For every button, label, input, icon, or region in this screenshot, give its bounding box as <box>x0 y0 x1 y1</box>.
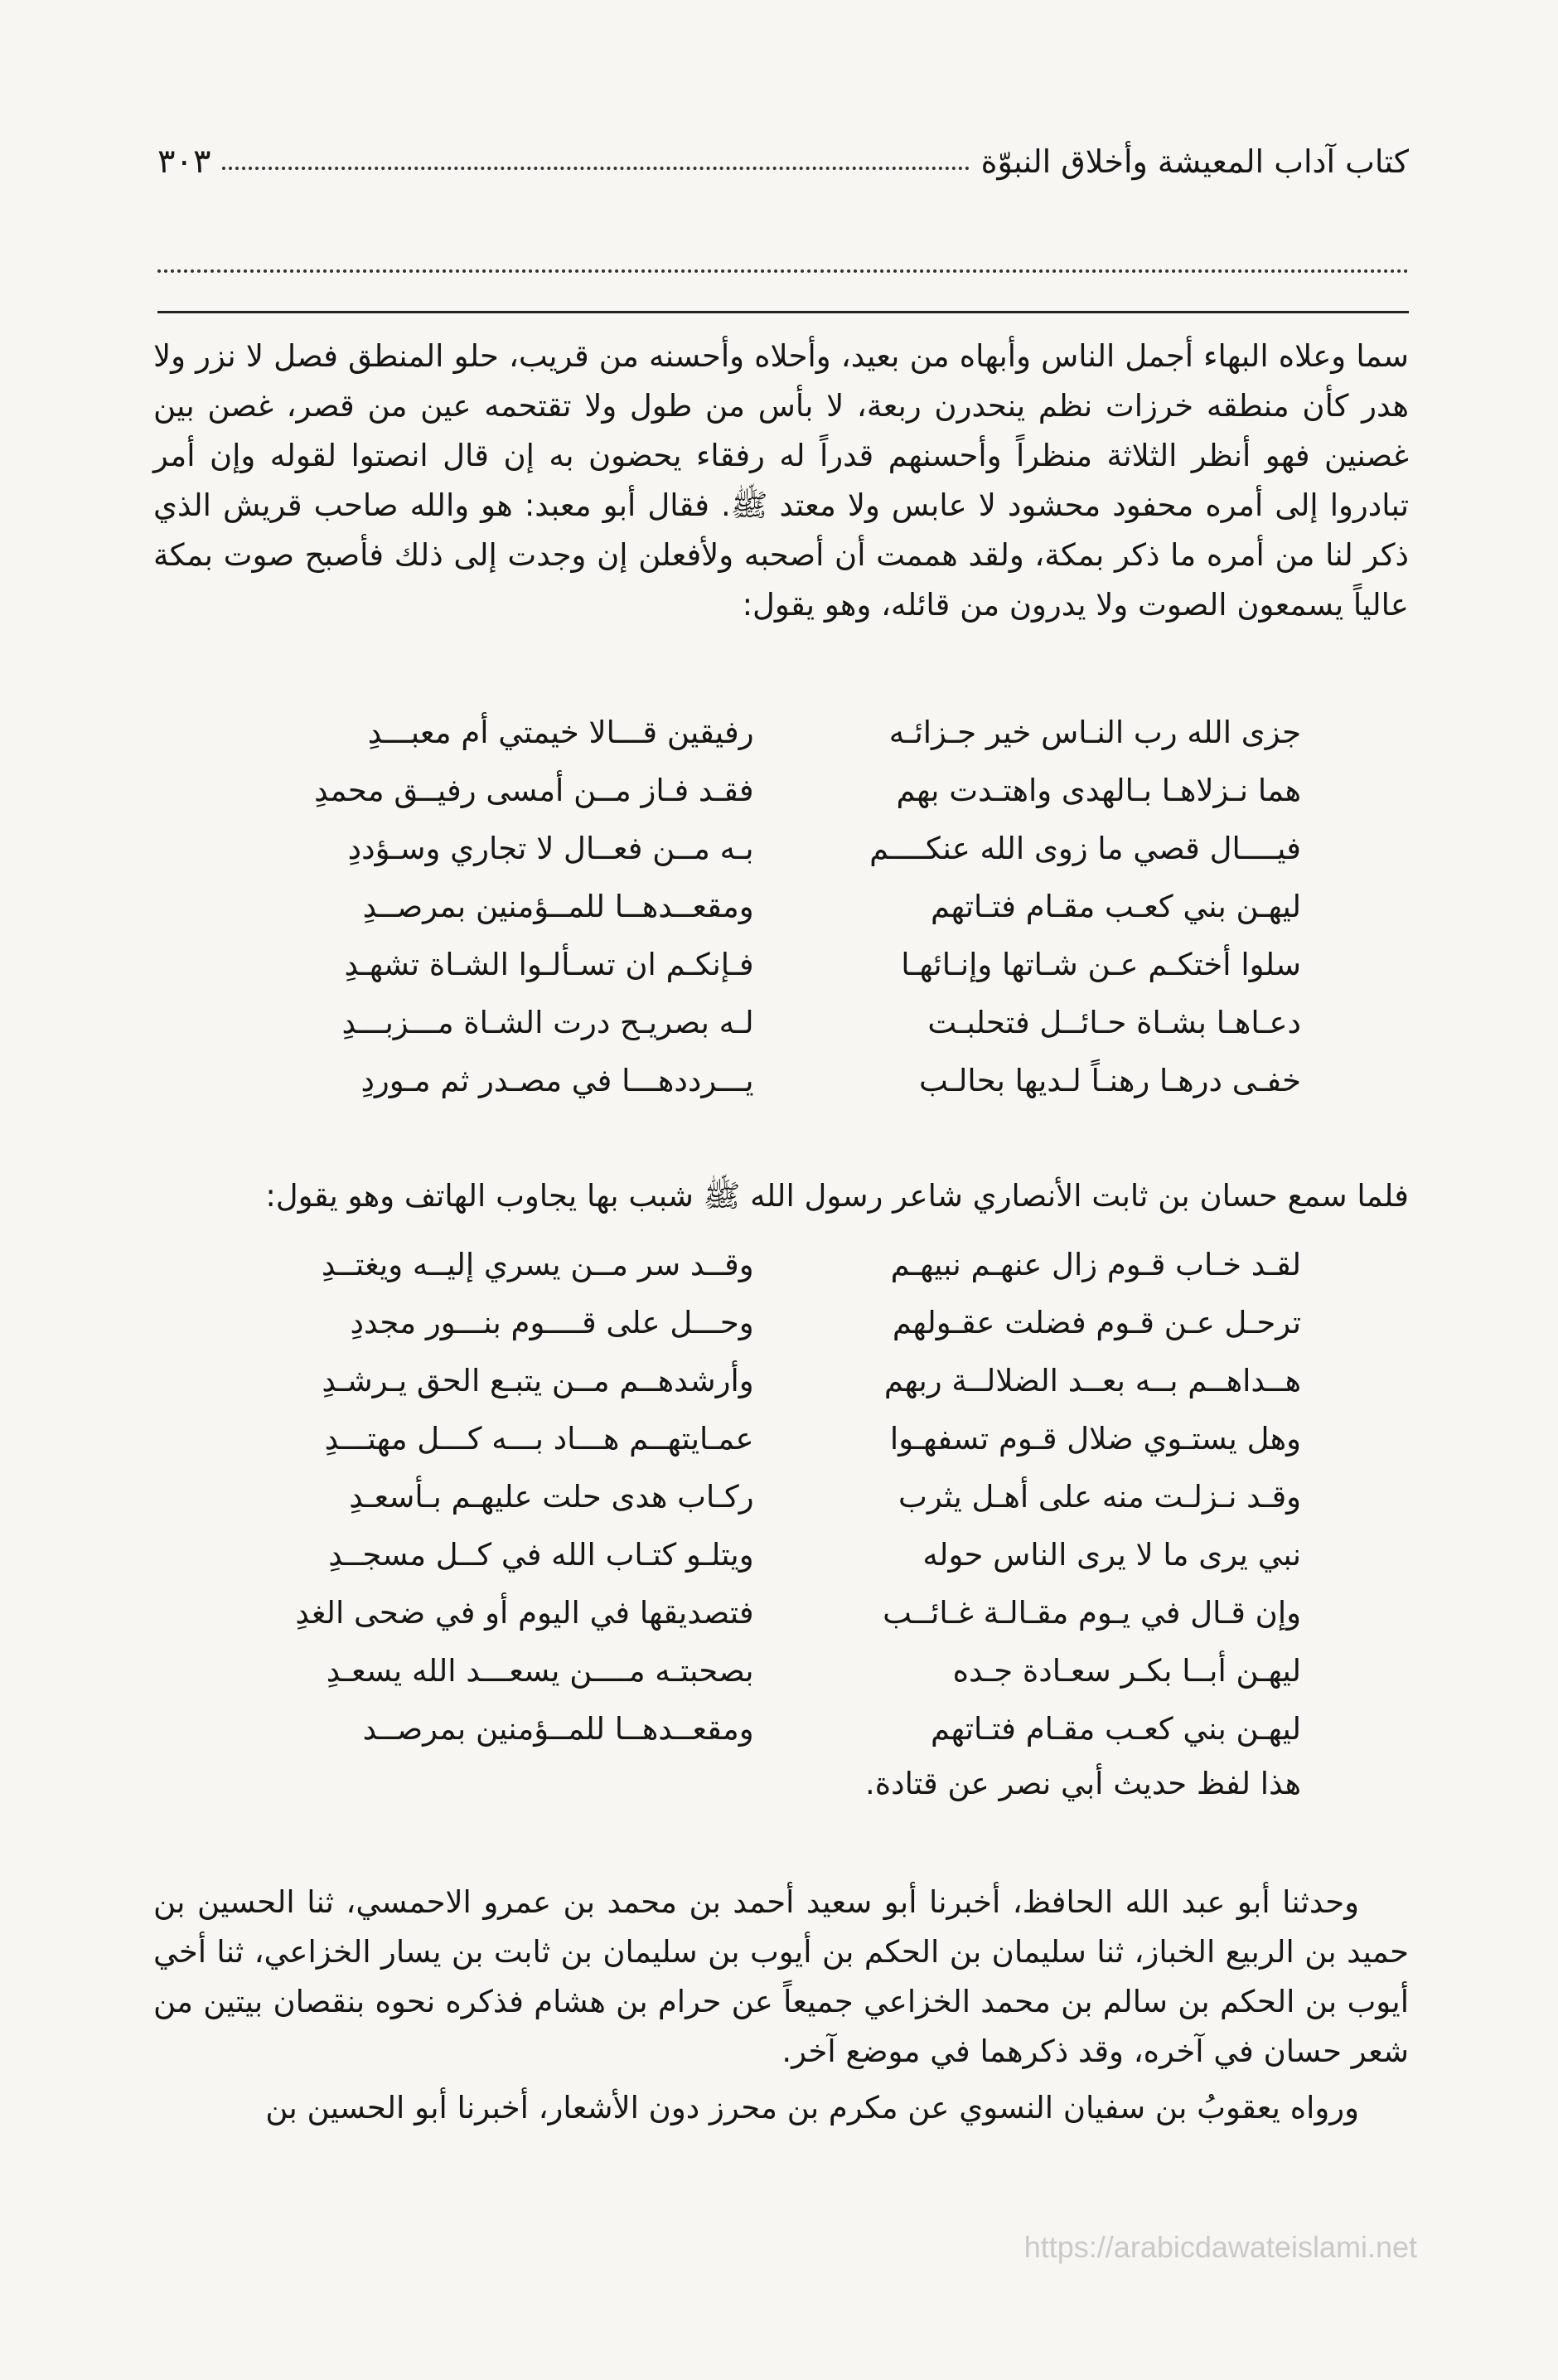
intro-paragraph <box>153 332 1409 630</box>
verse-first-hemistich: وإن قـال في يـوم مقـالـة غـائــب <box>883 1594 1301 1631</box>
verse-line <box>249 1051 1301 1109</box>
closing-paragraph: وحدثنا أبو عبد الله الحافظ، أخبرنا أبو سعيد أحمد بن محمد بن عمرو الاحمسي، ثنا الحسين بن حميد بن الربيع الخباز، ثنا سليمان بن الحكم بن أيوب بن سليمان بن ثابت بن يسار الخزاعي، ثنا أخي أيوب بن الحكم بن سالم بن محمد الخزاعي جميعاً عن حرام بن هشام فذكره نحوه بنقصان بيتين من شعر حسان في آخره، وقد ذكرهما في موضع آخر. <box>153 1884 1409 2069</box>
verse-first-hemistich: وهل يستـوي ضلال قـوم تسفهـوا <box>889 1420 1301 1457</box>
verse-second-hemistich: ويتلـو كتـاب الله في كــل مسجــدِ <box>328 1536 754 1573</box>
verse-first-hemistich: جزى الله رب النـاس خير جـزائـه <box>888 714 1301 750</box>
watermark-url: https://arabicdawateislami.net <box>1023 2230 1417 2264</box>
verse-second-hemistich: ومقعــدهــا للمــؤمنين بمرصــدِ <box>362 888 754 924</box>
verse-line <box>249 993 1301 1051</box>
verse-second-hemistich: بصحبتـه مــــن يسعـــد الله يسعـدِ <box>326 1652 754 1689</box>
verse-first-hemistich: هــداهــم بــه بعــد الضلالــة ربهم <box>883 1362 1301 1398</box>
verse-second-hemistich: يـــرددهـــا في مصـدر ثم مـوردِ <box>360 1062 754 1098</box>
page-number: ٣٠٣ <box>157 143 211 181</box>
verse-second-hemistich: ومقعــدهــا للمــؤمنين بمرصــد <box>362 1710 754 1747</box>
verse-first-hemistich: نبي يرى ما لا يرى الناس حوله <box>922 1536 1301 1573</box>
verse-second-hemistich: رفيقين قـــالا خيمتي أم معبـــدِ <box>367 714 754 750</box>
verse-line <box>249 761 1301 819</box>
verse-second-hemistich: وحـــل على قــــوم بنـــور مجددِ <box>350 1304 754 1340</box>
verse-second-hemistich: فـإنكـم ان تسـألـوا الشـاة تشهـدِ <box>344 946 754 982</box>
verse-first-hemistich: ليهـن بني كعـب مقـام فتـاتهم <box>931 888 1301 924</box>
verse-line <box>249 1467 1301 1525</box>
verse-first-hemistich: هما نـزلاهـا بـالهدى واهتـدت بهم <box>896 772 1301 808</box>
running-header <box>157 124 1409 199</box>
verse-first-hemistich: ليهـن أبــا بكـر سعـادة جـده <box>952 1652 1301 1689</box>
verse-first-hemistich: فيــــال قصي ما زوى الله عنكــــم <box>869 830 1301 866</box>
verse-line <box>249 877 1301 935</box>
verse-first-hemistich: سلوا أختكـم عـن شـاتها وإنـائهـا <box>901 946 1301 982</box>
verse-line <box>249 1235 1301 1293</box>
verse-second-hemistich: عمـايتهــم هـــاد بـــه كـــل مهتـــدِ <box>324 1420 754 1457</box>
verse-line <box>249 703 1301 761</box>
verse-second-hemistich: لـه بصريـح درت الشـاة مـــزبـــدِ <box>341 1004 754 1040</box>
verse-second-hemistich: وقــد سر مــن يسري إليــه ويغتــدِ <box>321 1246 754 1282</box>
verse-first-hemistich: دعـاهـا بشـاة حـائــل فتحلبـت <box>927 1004 1301 1040</box>
closing-paragraphs <box>153 1878 1409 2133</box>
book-title: كتاب آداب المعيشة وأخلاق النبوّة <box>980 143 1409 180</box>
verse-line <box>249 819 1301 877</box>
verse-line <box>249 935 1301 993</box>
verse-first-hemistich: خفـى درهـا رهنـاً لـديها بحالـب <box>918 1062 1301 1098</box>
verse-second-hemistich: فتصديقها في اليوم أو في ضحى الغدِ <box>295 1594 754 1631</box>
verse-line <box>249 1293 1301 1351</box>
dotted-separator <box>157 269 1409 273</box>
hassan-intro-line: فلما سمع حسان بن ثابت الأنصاري شاعر رسول الله ﷺ شبب بها يجاوب الهاتف وهو يقول: <box>265 1178 1409 1214</box>
verse-second-hemistich: فقـد فـاز مــن أمسى رفيــق محمدِ <box>314 772 754 808</box>
verse-second-hemistich: بـه مــن فعــال لا تجاري وسـؤددِ <box>347 830 754 866</box>
verse-line <box>249 1641 1301 1699</box>
verse-first-hemistich: لقـد خـاب قـوم زال عنهـم نبيهـم <box>890 1246 1301 1282</box>
verse-line <box>249 1409 1301 1467</box>
verse-second-hemistich: وأرشدهــم مــن يتبـع الحق يـرشـدِ <box>322 1362 754 1398</box>
verse-line <box>249 1583 1301 1641</box>
verse-line <box>249 1699 1301 1757</box>
verse-line <box>249 1525 1301 1583</box>
verse-first-hemistich: ترحـل عـن قـوم فضلت عقـولهم <box>892 1304 1301 1340</box>
closing-paragraph: ورواه يعقوبُ بن سفيان النسوي عن مكرم بن محرز دون الأشعار، أخبرنا أبو الحسين بن <box>265 2090 1359 2126</box>
narration-note: هذا لفظ حديث أبي نصر عن قتادة. <box>864 1766 1301 1801</box>
rule-separator <box>157 311 1409 313</box>
verse-first-hemistich: وقـد نـزلـت منه على أهـل يثرب <box>898 1478 1301 1515</box>
verse-second-hemistich: ركـاب هدى حلت عليهـم بـأسعـدِ <box>349 1478 754 1515</box>
poem-umm-mabad <box>249 703 1301 1109</box>
intro-text: سما وعلاه البهاء أجمل الناس وأبهاه من بعيد، وأحلاه وأحسنه من قريب، حلو المنطق فصل لا نزر ولا هدر كأن منطقه خرزات نظم ينحدرن ربعة، لا بأس من طول ولا تقتحمه عين من قصر، غصن بين غصنين فهو أنظر الثلاثة منظراً وأحسنهم قدراً له رفقاء يحضون به إن قال انصتوا لقوله وإن أمر تبادروا إلى أمره محفود محشود لا عابس ولا معتد ﷺ. فقال أبو معبد: هو والله صاحب قريش الذي ذكر لنا من أمره ما ذكر بمكة، ولقد هممت أن أصحبه ولأفعلن إن وجدت إلى ذلك فأصبح صوت بمكة عالياً يسمعون الصوت ولا يدرون من قائله، وهو يقول: <box>153 338 1409 623</box>
verse-line <box>249 1351 1301 1409</box>
poem-hassan <box>249 1235 1301 1757</box>
header-leader-dots <box>222 167 969 170</box>
verse-first-hemistich: ليهـن بني كعـب مقـام فتـاتهم <box>931 1710 1301 1747</box>
